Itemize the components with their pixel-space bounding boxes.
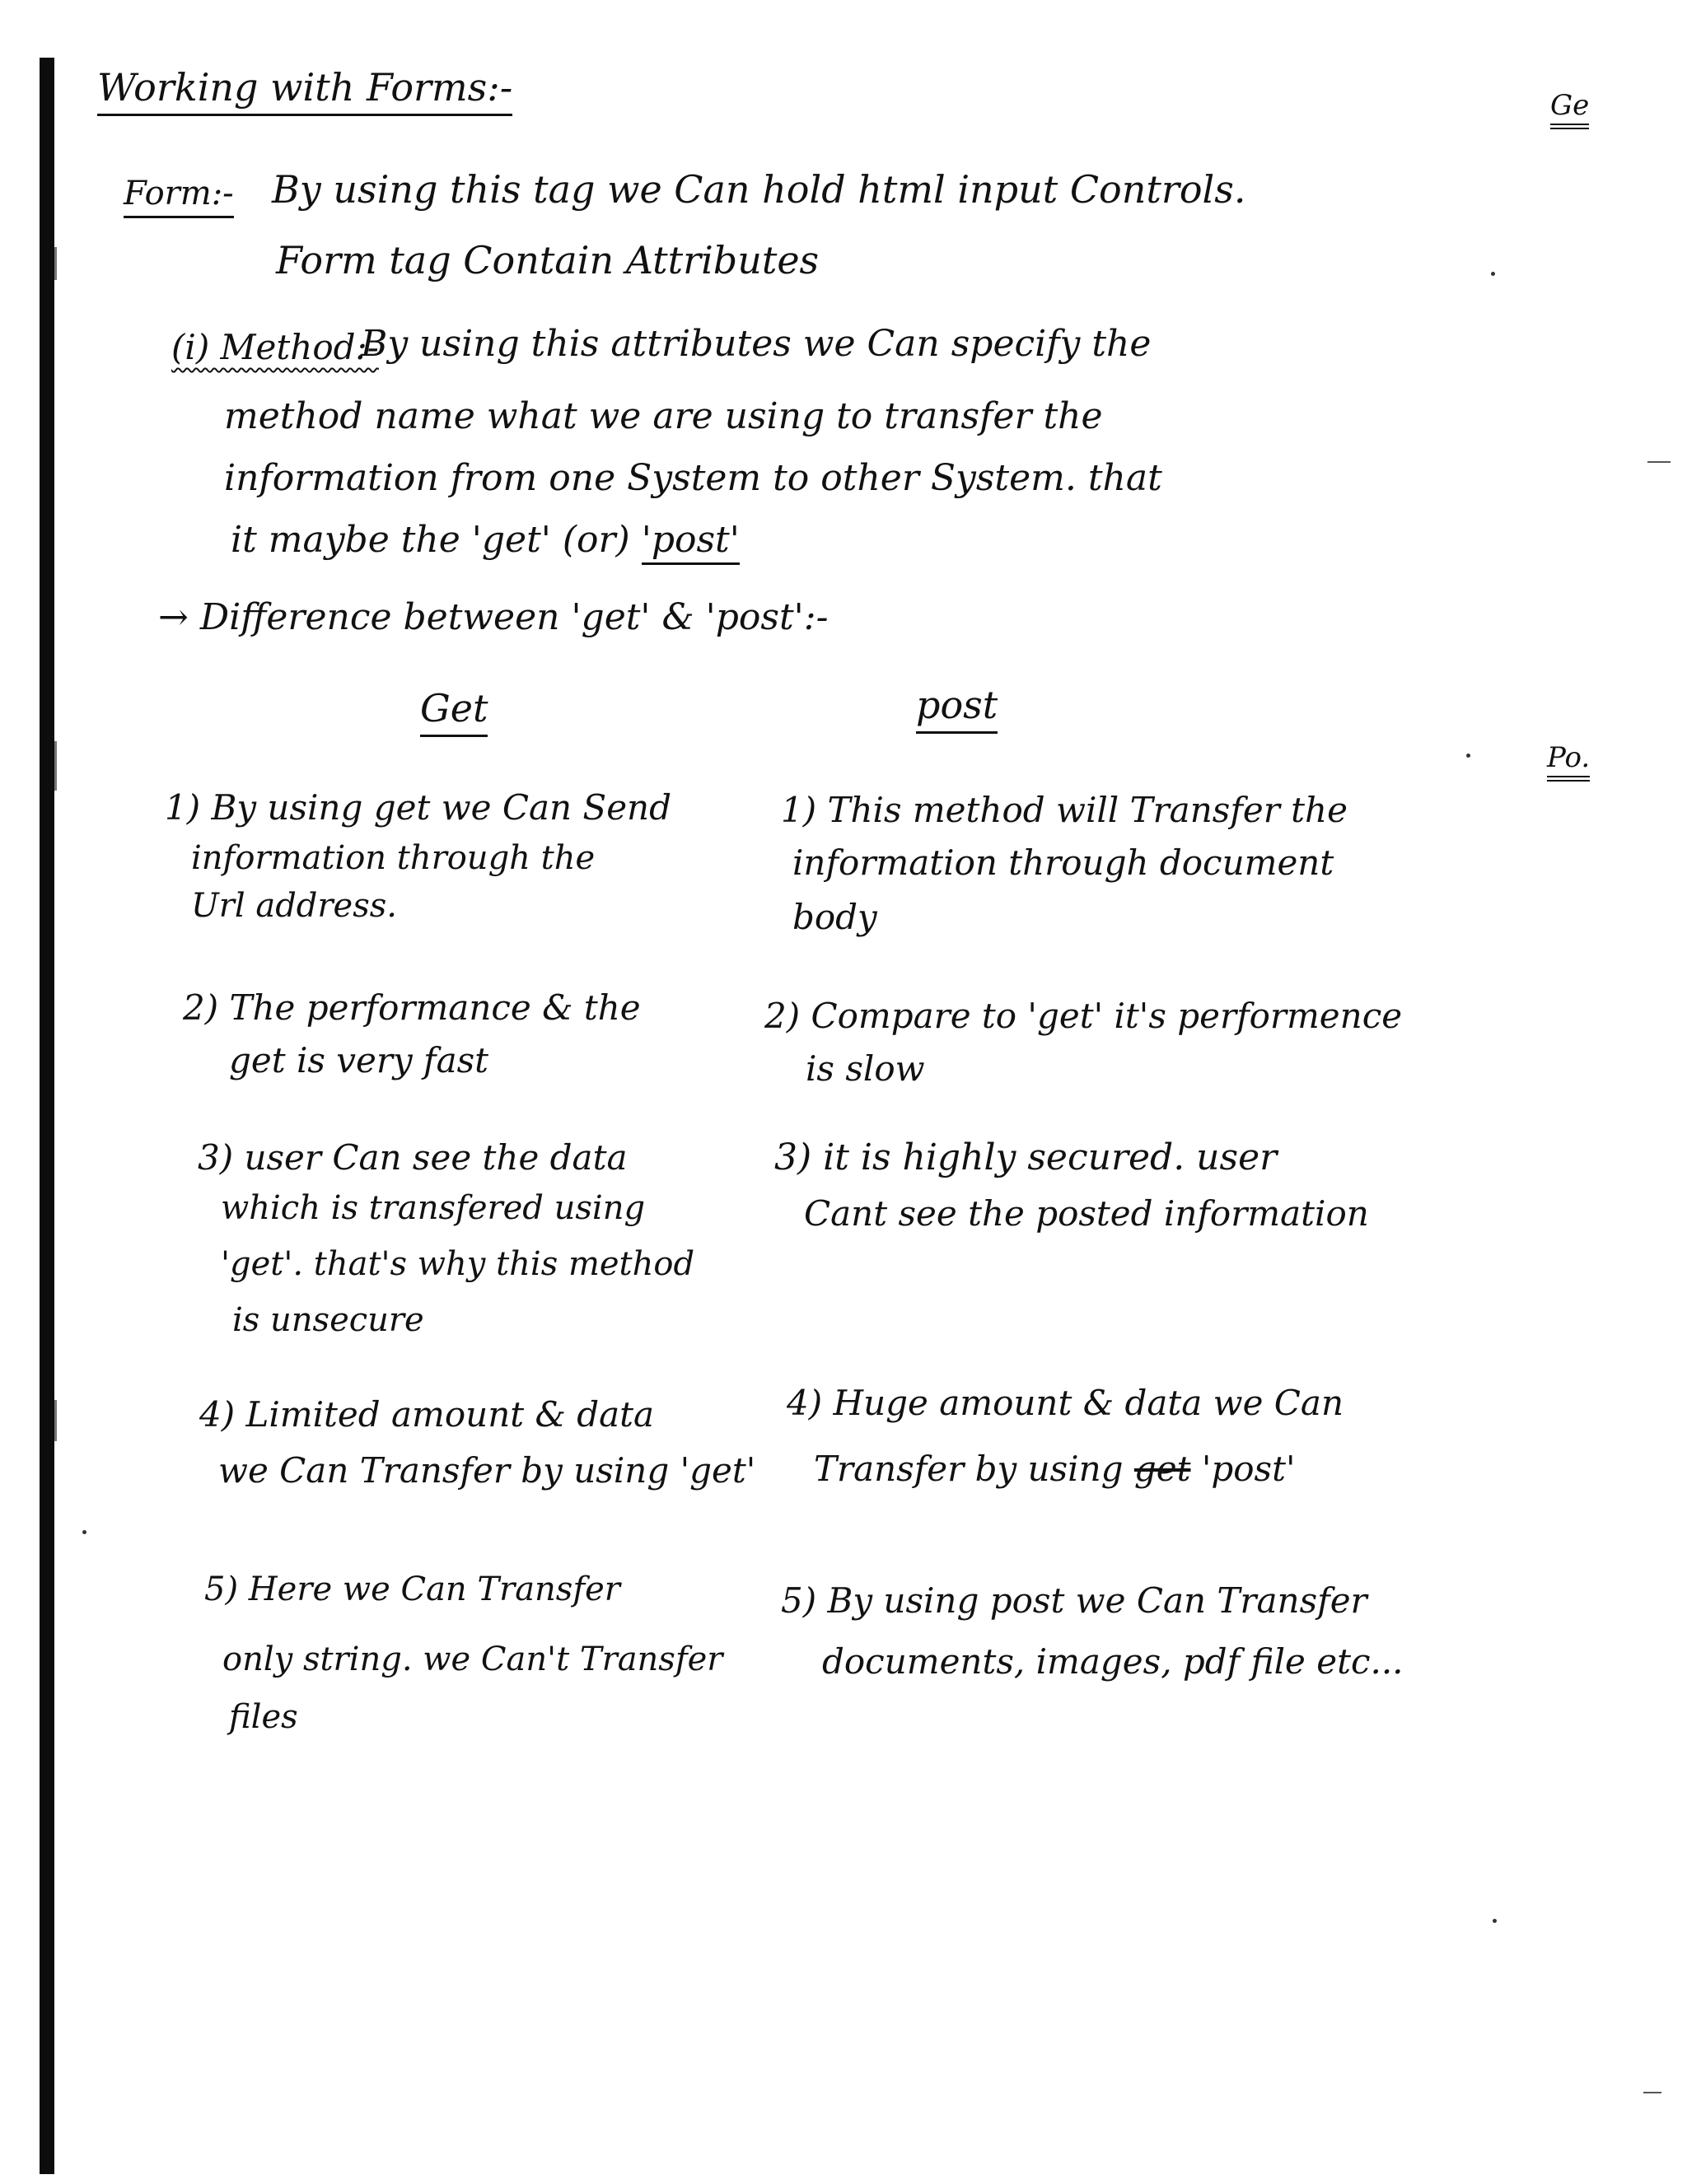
get-point-3-line-1: 3) user Can see the data <box>198 1137 628 1178</box>
scan-mark <box>1643 2092 1661 2093</box>
form-line-1: By using this tag we Can hold html input Controls. <box>272 167 1246 212</box>
post-point-4-struck-word: get <box>1133 1449 1191 1489</box>
page-title: Working with Forms:- <box>97 64 512 116</box>
post-point-4-line-2 <box>814 1448 1296 1491</box>
get-point-1-line-1: 1) By using get we Can Send <box>165 787 671 828</box>
get-point-1-line-2: information through the <box>191 839 596 877</box>
scan-dot <box>82 1530 86 1534</box>
method-line-4-post: 'post' <box>642 519 740 565</box>
get-point-3-line-3: 'get'. that's why this method <box>221 1245 695 1283</box>
post-point-4-line-1: 4) Huge amount & data we Can <box>787 1383 1344 1423</box>
binding-speck <box>54 741 57 791</box>
post-point-1-line-2: information through document <box>792 842 1334 883</box>
form-line-2: Form tag Contain Attributes <box>276 238 820 282</box>
margin-note-middle-text: Po. <box>1547 741 1591 774</box>
get-point-4-line-2: we Can Transfer by using 'get' <box>218 1450 756 1491</box>
post-point-5-line-2: documents, images, pdf file etc... <box>822 1641 1404 1682</box>
form-label: Form:- <box>124 173 234 218</box>
scan-dot <box>1491 272 1495 276</box>
get-point-4-line-1: 4) Limited amount & data <box>199 1394 655 1435</box>
get-point-2-line-2: get is very fast <box>229 1040 489 1080</box>
get-point-5-line-2: only string. we Can't Transfer <box>222 1640 723 1678</box>
binding-speck <box>54 1400 57 1441</box>
get-point-5-line-1: 5) Here we Can Transfer <box>204 1570 620 1608</box>
method-line-4 <box>231 517 740 562</box>
post-point-1-line-1: 1) This method will Transfer the <box>781 790 1348 830</box>
column-header-post: post <box>916 682 998 734</box>
get-point-3-line-4: is unsecure <box>232 1301 424 1339</box>
post-point-4-line-2-text: Transfer by using <box>814 1449 1124 1489</box>
scan-dot <box>1493 1919 1497 1923</box>
method-line-4-prefix: it maybe the 'get' (or) <box>231 519 630 561</box>
margin-note-top <box>1550 89 1589 129</box>
margin-note-middle <box>1547 741 1590 782</box>
method-line-1: By using this attributes we Can specify the <box>361 323 1152 365</box>
notebook-binding-edge <box>40 58 54 2174</box>
get-point-3-line-2: which is transfered using <box>221 1189 646 1227</box>
scan-dot <box>1466 754 1470 758</box>
post-point-3-line-1: 3) it is highly secured. user <box>774 1136 1278 1178</box>
post-point-4-line-2-end: 'post' <box>1201 1449 1296 1489</box>
post-point-2-line-1: 2) Compare to 'get' it's performence <box>764 996 1403 1036</box>
get-point-1-line-3: Url address. <box>191 887 397 925</box>
method-line-2: method name what we are using to transfer the <box>224 395 1103 437</box>
method-label: (i) Method:- <box>171 327 379 367</box>
get-point-5-line-3: files <box>229 1698 298 1736</box>
post-point-2-line-2: is slow <box>806 1048 925 1089</box>
method-line-3: information from one System to other System. that <box>224 457 1162 499</box>
difference-heading: → Difference between 'get' & 'post':- <box>158 596 829 638</box>
post-point-3-line-2: Cant see the posted information <box>804 1193 1369 1234</box>
margin-note-top-text: Ge <box>1550 89 1590 122</box>
get-point-2-line-1: 2) The performance & the <box>183 987 641 1028</box>
post-point-5-line-1: 5) By using post we Can Transfer <box>781 1580 1367 1621</box>
post-point-1-line-3: body <box>792 897 877 937</box>
column-header-get: Get <box>420 685 488 737</box>
scan-mark <box>1647 461 1671 463</box>
binding-speck <box>54 247 57 280</box>
